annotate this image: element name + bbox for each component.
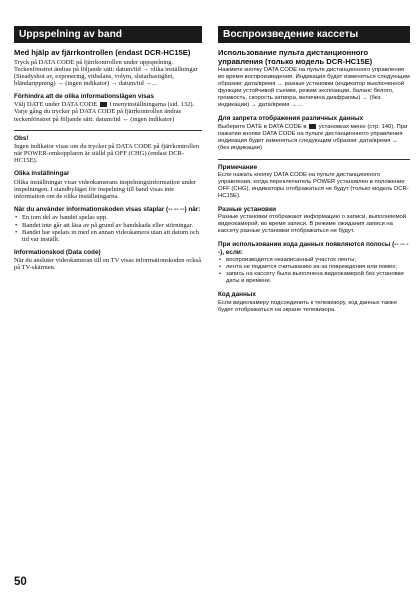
right-s3-body: Разные установки отображают информацию о записи, выполняемой видеокамерой, во время записи. В режиме ожидания записи на кассету разные установки отображаться не будут. — [218, 214, 407, 235]
list-item: • Bandet har spelats in med en annan videokamera utan att datum och tid var inställt. — [14, 229, 202, 243]
tape-menu-icon — [100, 102, 107, 107]
right-s2-title: Для запрета отображения различных данных — [218, 115, 364, 123]
right-s1-title: Использование пульта дистанционного управления (только модель DCR-HC15E) — [218, 48, 373, 66]
right-s5-title: Код данных — [218, 291, 256, 299]
tape-menu-icon — [309, 124, 316, 129]
divider — [218, 159, 410, 160]
right-s1-body: Нажмите кнопку DATA CODE на пульте дистанционного управления во время воспроизведения. Индикация будет изменяться следующим образом: дата/время → разные установки (индикатор выключенной функции устойчивой съемки, режим экспозиции, баланс белого, громкость, скорость затвора, величина диафрагмы) → (без индикации) → дата/время →... — [218, 67, 410, 109]
left-obs-title: Obs! — [14, 134, 29, 142]
left-s2-title: Förhindra att de olika informationslägen visas — [14, 92, 154, 100]
left-column — [14, 26, 202, 271]
right-note-title: Примечание — [218, 163, 258, 171]
left-s4-list — [14, 214, 202, 242]
right-note-body: Если нажать кнопку DATA CODE на пульте дистанционного управления, когда переключатель POWER установлен в положение OFF (CHG), индикаторы отображаться не будут (только модель DCR-HC15E). — [218, 172, 409, 200]
list-item: • воспроизводится незаписанный участок ленты; — [218, 257, 410, 264]
left-s5-title: Informationskod (Data code) — [14, 248, 101, 256]
right-s4-title: При использовании кода данных появляются полосы (-- -- --), если: — [218, 241, 409, 256]
left-s2-body — [14, 101, 202, 122]
list-item: • En tom del av bandet spelas upp. — [14, 214, 202, 221]
right-s2-body — [218, 124, 410, 152]
list-item: • лента не подается считыванию из-за повреждения или помех; — [218, 264, 410, 271]
right-s3-title: Разные установки — [218, 206, 277, 214]
section-header-right: Воспроизведение кассеты — [218, 26, 410, 43]
left-obs-body: Ingen indikator visas om du trycker på DATA CODE på fjärrkontrollen när POWER-omkopplaren är ställd på OFF (CHG) (endast DCR-HC15E). — [14, 143, 200, 165]
right-s4-list — [218, 257, 410, 285]
right-s5-body: Если видеокамеру подсоединить к телевизору, код данных также будет отображаться на экране телевизора. — [218, 299, 397, 313]
list-item: • запись на кассету была выполнена видеокамерой без установки даты и времени. — [218, 271, 410, 285]
section-header-left: Uppspelning av band — [14, 26, 202, 43]
left-s3-title: Olika inställningar — [14, 170, 70, 178]
left-s2-body-part2: i menyinställningarna (sid. 132). Varje gång du trycker på DATA CODE på fjärrkontrollen ändras teckenfönstret på följande sätt: datum/tid ↔ (ingen indikator) — [14, 101, 195, 123]
divider — [14, 130, 202, 131]
left-s2-body-part1: Välj DATE under DATA CODE — [14, 101, 98, 109]
right-column — [218, 26, 410, 314]
left-s5-body: När du ansluter videokameran till en TV visas informationskoden också på TV-skärmen. — [14, 257, 201, 272]
right-s2-body-part1: Выберите DATE в DATA CODE в — [218, 123, 307, 130]
list-item: • Bandet inte går att läsa av på grund av bandskada eller störningar. — [14, 222, 202, 229]
left-s3-body: Olika inställningar visar videokamerans inspelningsinformation under inspelningen. I standbyläget för inspelning till band visas inte information om de olika inställningarna. — [14, 178, 197, 200]
right-s2-body-part2: установках меню (стр. 140). При нажатии кнопки DATA CODE на пульте дистанционного управления индикация будет изменяться следующим образом: дата/время ↔ (без индикации) — [218, 123, 408, 151]
left-s4-title: När du använder informationskoden visas staplar (-- -- --) när: — [14, 206, 201, 214]
left-s1-title: Med hjälp av fjärrkontrollen (endast DCR-HC15E) — [14, 48, 191, 57]
page-number: 50 — [14, 576, 27, 588]
left-s1-body: Tryck på DATA CODE på fjärrkontrollen under uppspelning. Teckenfönstret ändras på följande sätt: datum/tid → olika inställningar (Steadyshot av, exponering, vitbalans, volym, slutarhastighet, bländarippning) → (ingen indikator) → datum/tid →... — [14, 58, 198, 87]
